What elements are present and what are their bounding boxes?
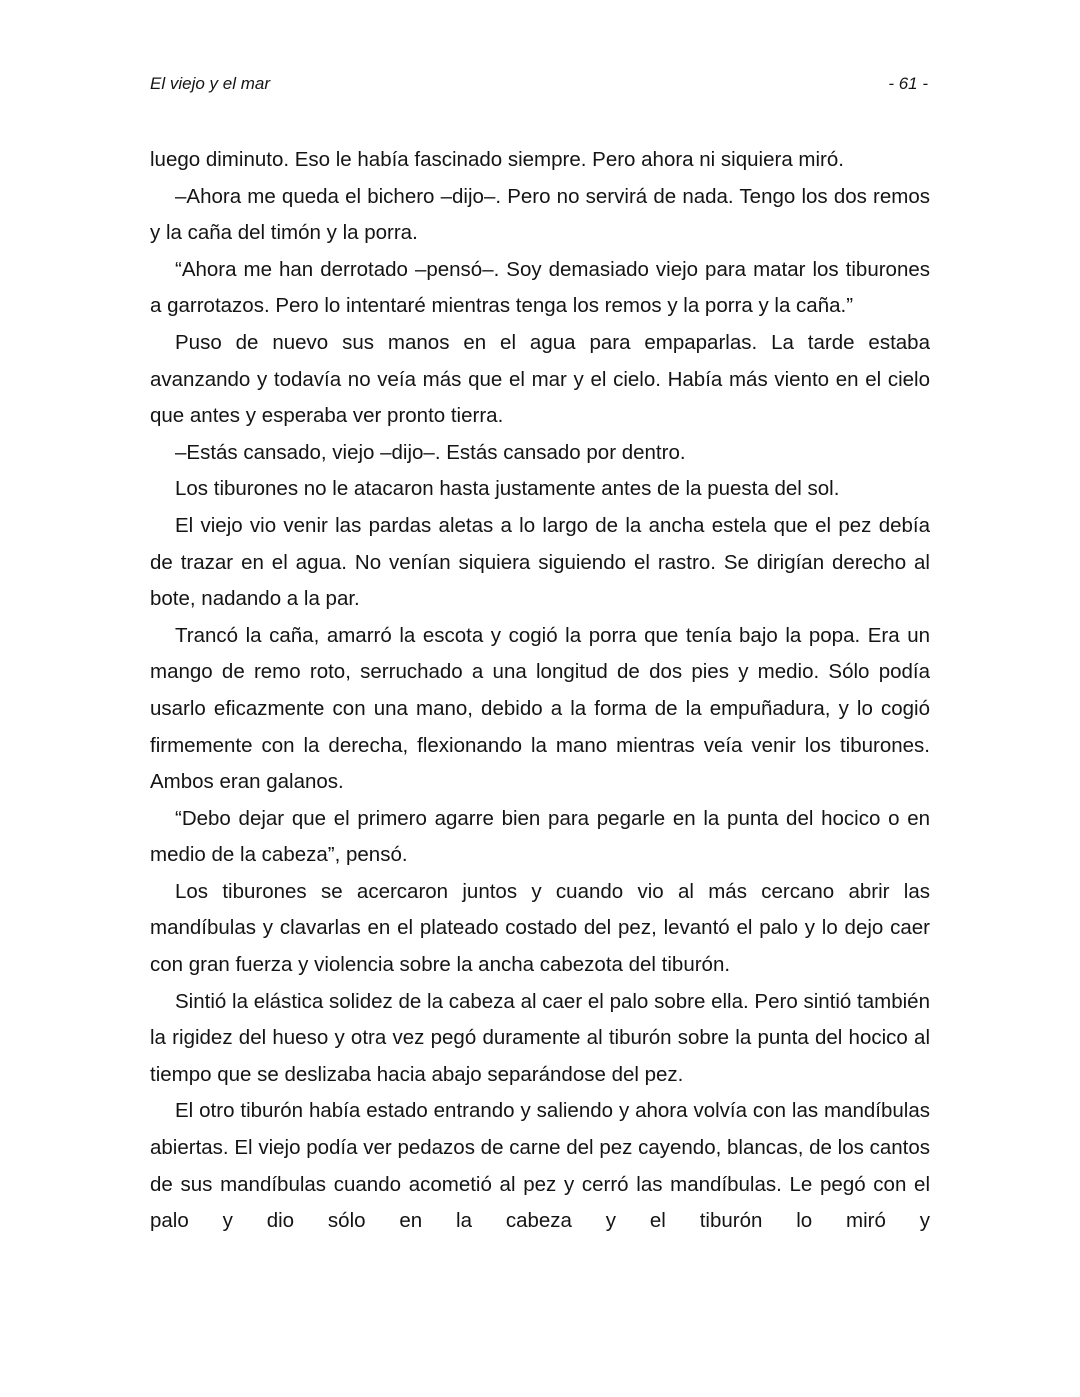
page-header: [150, 74, 930, 98]
paragraph: Sintió la elástica solidez de la cabeza al caer el palo sobre ella. Pero sintió también la rigidez del hueso y otra vez pegó duramente al tiburón sobre la punta del hocico al tiempo que se deslizaba hacia abajo separándose del pez.: [150, 989, 930, 1086]
page-number: - 61 -: [888, 74, 928, 93]
book-title: El viejo y el mar: [150, 74, 270, 93]
paragraph: “Debo dejar que el primero agarre bien para pegarle en la punta del hocico o en medio de la cabeza”, pensó.: [150, 806, 930, 867]
paragraph: Los tiburones no le atacaron hasta justamente antes de la puesta del sol.: [175, 477, 840, 501]
page-body: [150, 142, 930, 1240]
paragraph: “Ahora me han derrotado –pensó–. Soy demasiado viejo para matar los tiburones a garrotazos. Pero lo intentaré mientras tenga los remos y la porra y la caña.”: [150, 257, 930, 318]
paragraph: –Ahora me queda el bichero –dijo–. Pero no servirá de nada. Tengo los dos remos y la caña del timón y la porra.: [150, 184, 930, 245]
paragraph: El viejo vio venir las pardas aletas a lo largo de la ancha estela que el pez debía de trazar en el agua. No venían siquiera siguiendo el rastro. Se dirigían derecho al bote, nadando a la par.: [150, 513, 930, 611]
paragraph: –Estás cansado, viejo –dijo–. Estás cansado por dentro.: [175, 440, 686, 464]
paragraph: Puso de nuevo sus manos en el agua para empaparlas. La tarde estaba avanzando y todavía no veía más que el mar y el cielo. Había más viento en el cielo que antes y esperaba ver pronto tierra.: [150, 330, 930, 428]
paragraph: luego diminuto. Eso le había fascinado siempre. Pero ahora ni siquiera miró.: [150, 148, 844, 171]
paragraph: Los tiburones se acercaron juntos y cuando vio al más cercano abrir las mandíbulas y clavarlas en el plateado costado del pez, levantó el palo y lo dejo caer con gran fuerza y violencia sobre la ancha cabezota del tiburón.: [150, 879, 930, 977]
paragraph: El otro tiburón había estado entrando y saliendo y ahora volvía con las mandíbulas abiertas. El viejo podía ver pedazos de carne del pez cayendo, blancas, de los cantos de sus mandíbulas cuando acometió al pez y cerró las mandíbulas. Le pegó con el palo y dio sólo en la cabeza y el tiburón lo miró y: [150, 1099, 930, 1233]
paragraph: Trancó la caña, amarró la escota y cogió la porra que tenía bajo la popa. Era un mango de remo roto, serruchado a una longitud de dos pies y medio. Sólo podía usarlo eficazmente con una mano, debido a la forma de la empuñadura, y lo cogió firmemente con la derecha, flexionando la mano mientras veía venir los tiburones. Ambos eran galanos.: [150, 623, 930, 794]
